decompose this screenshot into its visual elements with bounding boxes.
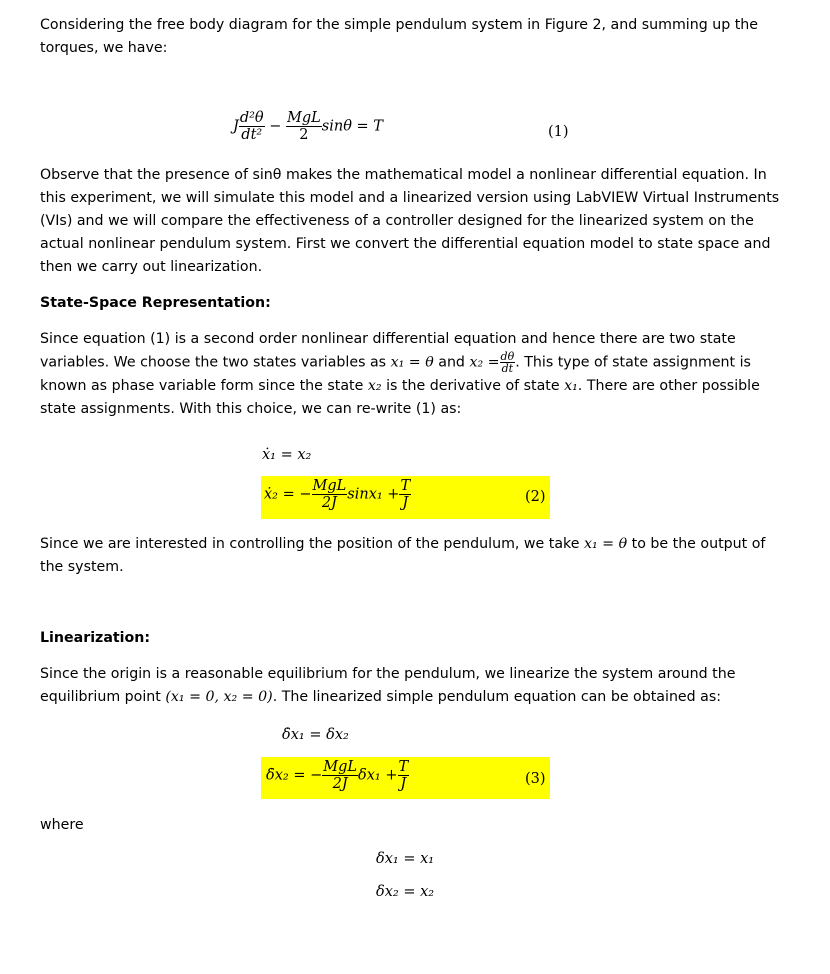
linear-text-1: Since the origin is a reasonable equilibrium for the pendulum, we linearize the system around the equilibrium point (40, 666, 736, 705)
equation-1 (233, 110, 383, 143)
state-text-1: Since equation (1) is a second order nonlinear differential equation and hence there are two state variables. We choose the two states variables as (40, 331, 736, 371)
heading-state-space: State-Space Representation: (40, 295, 271, 311)
linear-text-2: . The linearized simple pendulum equation can be obtained as: (272, 689, 722, 705)
eq3b-mid: δx₁ + (358, 767, 398, 784)
equation-2-number: (2) (525, 489, 546, 505)
state-paragraph (40, 328, 785, 421)
eq2b-frac2-num: T (400, 478, 411, 494)
state-x1: x₁ (564, 377, 578, 394)
eq1-fraction-d2theta (239, 110, 265, 143)
state-dtheta-frac (500, 351, 516, 374)
eq1-frac2-den: 2 (299, 127, 309, 143)
output-eq: x₁ = θ (583, 536, 628, 552)
where-label: where (40, 817, 84, 833)
eq2b-lead: ẋ₂ = − (264, 486, 312, 503)
eq3b-frac-den: 2J (332, 776, 348, 792)
linear-eq: (x₁ = 0, x₂ = 0) (165, 689, 273, 705)
equation-4a: δx₁ = x₁ (376, 851, 435, 867)
equation-4b: δx₂ = x₂ (376, 884, 435, 900)
eq1-frac-num: d²θ (239, 110, 264, 126)
state-and: and (433, 354, 470, 371)
state-text-3: is the derivative of state (381, 377, 565, 394)
state-x2: x₂ (367, 377, 382, 394)
eq2b-mid: sinx₁ + (347, 486, 400, 503)
eq2b-frac2-den: J (402, 495, 409, 511)
state-text-2: . This type of state assignment is known as phase variable form since the state (40, 354, 751, 394)
state-x2-eq: x₂ = (469, 354, 500, 371)
eq3b-frac2-den: J (400, 776, 407, 792)
observe-paragraph: Observe that the presence of sinθ makes the mathematical model a nonlinear differential equation. In this experiment, we will simulate this model and a linearized version using LabVIEW Virtual Instruments (VIs) and we will compare the effectiveness of a controller designed for the linearized system on the actual nonlinear pendulum system. First we convert the differential equation model to state space and then we carry out linearization. (40, 167, 780, 275)
state-text-4: . There are other possible state assignments. With this choice, we can re-write (1) as: (40, 377, 760, 417)
output-paragraph (40, 533, 785, 579)
output-text-1: Since we are interested in controlling the position of the pendulum, we take (40, 536, 584, 552)
linear-paragraph (40, 663, 785, 709)
eq2b-frac-num: MgL (312, 478, 347, 494)
equation-3-number: (3) (525, 771, 546, 787)
eq1-frac-den: dt² (241, 127, 263, 143)
equation-3a: δ̇x₁ = δx₂ (282, 727, 349, 743)
eq2b-fraction-tj (399, 478, 411, 511)
intro-paragraph: Considering the free body diagram for the simple pendulum system in Figure 2, and summing up the torques, we have: (40, 17, 759, 56)
equation-3b (266, 759, 409, 792)
output-text-2: to be the output of the system. (40, 536, 766, 575)
eq1-tail: sinθ = T (321, 118, 383, 135)
equation-2a: ẋ₁ = x₂ (262, 447, 312, 463)
state-dtheta-den: dt (501, 362, 514, 375)
eq2b-fraction-mgl (312, 478, 348, 511)
equation-2b (264, 478, 411, 511)
state-dtheta-num: dθ (500, 350, 515, 363)
eq3b-lead: δ̇x₂ = − (266, 767, 323, 784)
eq1-minus: − (269, 118, 282, 135)
heading-linearization: Linearization: (40, 630, 151, 646)
eq3b-frac2-num: T (398, 759, 409, 775)
eq3b-fraction-tj (398, 759, 410, 792)
state-x1-eq: x₁ = θ (390, 354, 434, 371)
eq3b-fraction-mgl (322, 759, 358, 792)
eq1-frac2-num: MgL (287, 110, 321, 126)
eq1-lead: J (233, 118, 239, 135)
eq1-fraction-mgl (286, 110, 322, 143)
eq2b-frac-den: 2J (321, 495, 337, 511)
equation-1-number: (1) (548, 124, 569, 140)
eq3b-frac-num: MgL (323, 759, 358, 775)
